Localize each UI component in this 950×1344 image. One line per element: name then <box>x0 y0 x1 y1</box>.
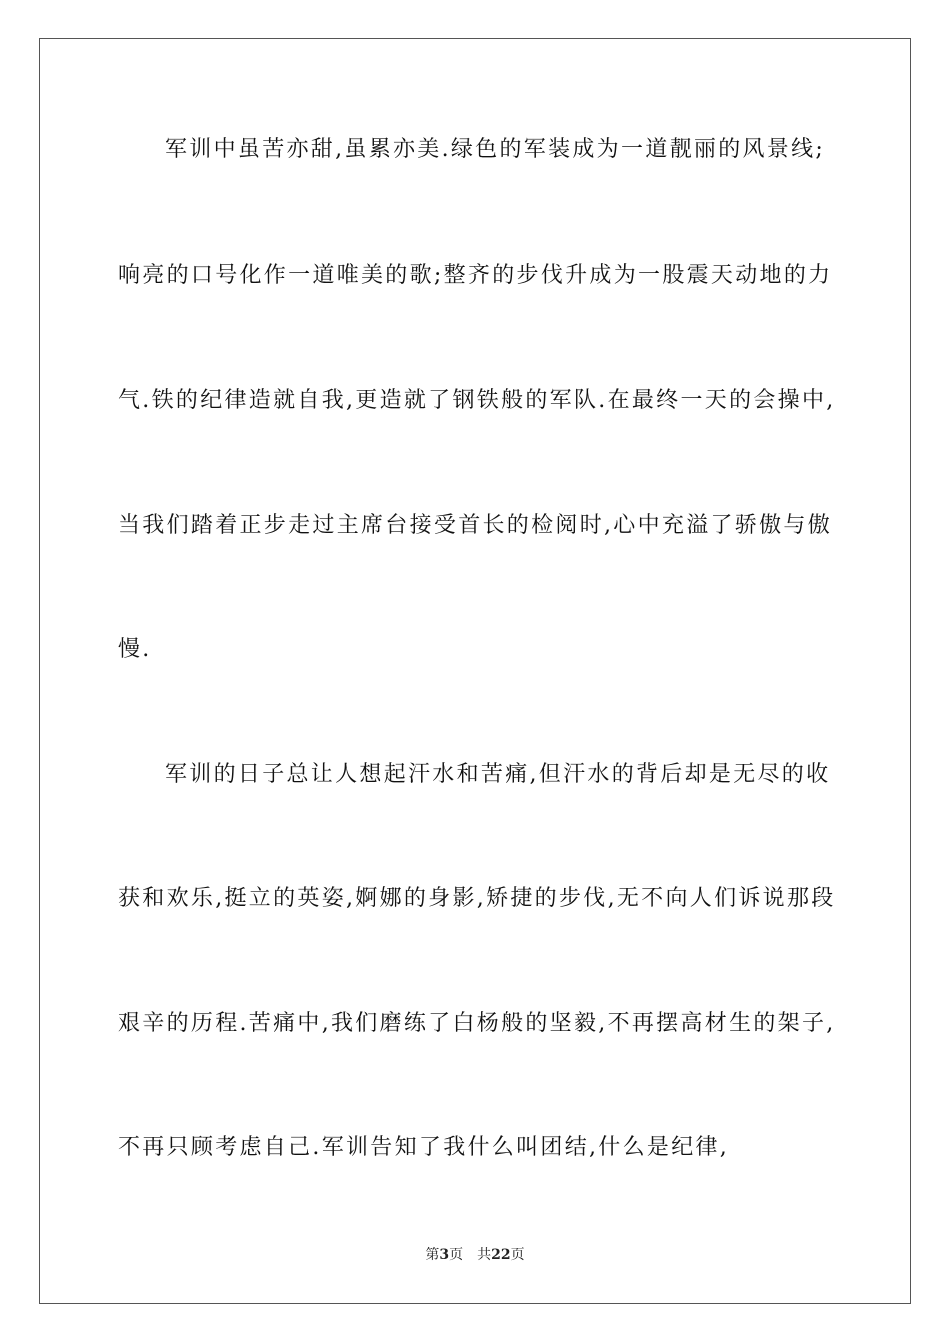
paragraph-1-line-3: 气.铁的纪律造就自我,更造就了钢铁般的军队.在最终一天的会操中, <box>118 388 836 413</box>
total-prefix: 共 <box>477 1247 492 1263</box>
paragraph-1-line-4: 当我们踏着正步走过主席台接受首长的检阅时,心中充溢了骄傲与傲 <box>118 513 832 538</box>
page-suffix: 页 <box>449 1247 464 1263</box>
paragraph-2-line-2: 获和欢乐,挺立的英姿,婀娜的身影,矫捷的步伐,无不向人们诉说那段 <box>118 886 836 911</box>
page-border <box>39 38 911 1304</box>
page-prefix: 第 <box>425 1247 440 1263</box>
paragraph-2-line-4: 不再只顾考虑自己.军训告知了我什么叫团结,什么是纪律, <box>118 1135 730 1160</box>
paragraph-1-line-2: 响亮的口号化作一道唯美的歌;整齐的步伐升成为一股震天动地的力 <box>118 263 833 288</box>
paragraph-1-line-5: 慢. <box>118 637 152 662</box>
paragraph-1-line-1: 军训中虽苦亦甜,虽累亦美.绿色的军装成为一道靓丽的风景线; <box>165 137 826 162</box>
page-current: 3 <box>439 1247 450 1263</box>
page-total: 22 <box>491 1247 511 1263</box>
paragraph-2-line-3: 艰辛的历程.苦痛中,我们磨练了白杨般的坚毅,不再摆高材生的架子, <box>118 1011 836 1036</box>
total-suffix: 页 <box>510 1247 525 1263</box>
page-footer <box>0 1246 950 1264</box>
paragraph-2-line-1: 军训的日子总让人想起汗水和苦痛,但汗水的背后却是无尽的收 <box>165 762 831 787</box>
